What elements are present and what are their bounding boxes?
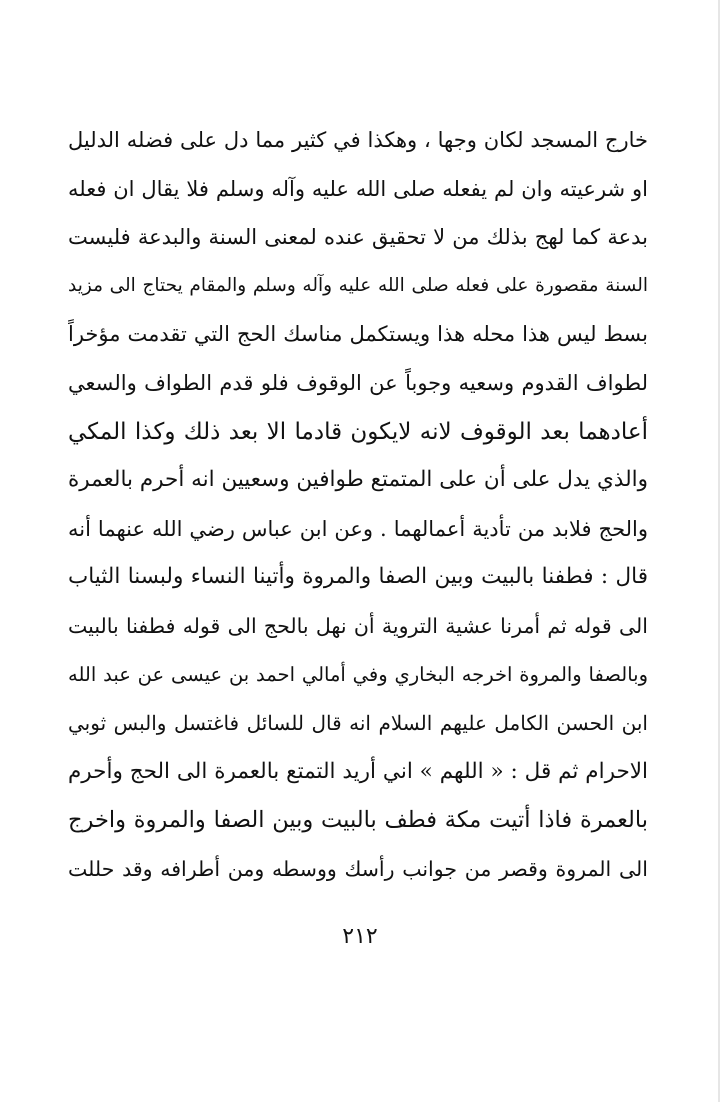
- text-line: قال : فطفنا بالبيت وبين الصفا والمروة وأتينا النساء ولبسنا الثياب: [68, 564, 648, 590]
- text-line: بدعة كما لهج بذلك من لا تحقيق عنده لمعنى السنة والبدعة فليست: [68, 225, 648, 250]
- text-line: خارج المسجد لكان وجها ، وهكذا في كثير مما دل على فضله الدليل: [68, 128, 648, 152]
- text-line: الاحرام ثم قل : « اللهم » اني أريد التمتع بالعمرة الى الحج وأحرم: [68, 758, 648, 784]
- text-line: بسط ليس هذا محله هذا ويستكمل مناسك الحج التي تقدمت مؤخراً: [68, 322, 648, 347]
- text-line: ابن الحسن الكامل عليهم السلام انه قال للسائل فاغتسل والبس ثوبي: [68, 711, 648, 736]
- text-line: السنة مقصورة على فعله صلى الله عليه وآله وسلم والمقام يحتاج الى مزيد: [68, 274, 648, 296]
- text-line: والحج فلابد من تأدية أعمالهما . وعن ابن عباس رضي الله عنهما أنه: [68, 516, 648, 541]
- text-line: وبالصفا والمروة اخرجه البخاري وفي أمالي احمد بن عيسى عن عبد الله: [68, 662, 648, 686]
- text-line: الى المروة وقصر من جوانب رأسك ووسطه ومن أطرافه وقد حللت: [68, 856, 648, 881]
- text-line: او شرعيته وان لم يفعله صلى الله عليه وآله وسلم فلا يقال ان فعله: [68, 176, 648, 201]
- body-text: [68, 116, 648, 894]
- page-number: ٢١٢: [342, 924, 378, 949]
- text-line: والذي يدل على أن على المتمتع طوافين وسعيين انه أحرم بالعمرة: [68, 467, 648, 493]
- text-line: لطواف القدوم وسعيه وجوباً عن الوقوف فلو قدم الطواف والسعي: [68, 370, 648, 395]
- text-line: أعادهما بعد الوقوف لانه لايكون قادما الا بعد ذلك وكذا المكي: [68, 418, 648, 445]
- text-line: الى قوله ثم أمرنا عشية التروية أن نهل بالحج الى قوله فطفنا بالبيت: [68, 613, 648, 638]
- text-line: بالعمرة فاذا أتيت مكة فطف بالبيت وبين الصفا والمروة واخرج: [68, 807, 648, 834]
